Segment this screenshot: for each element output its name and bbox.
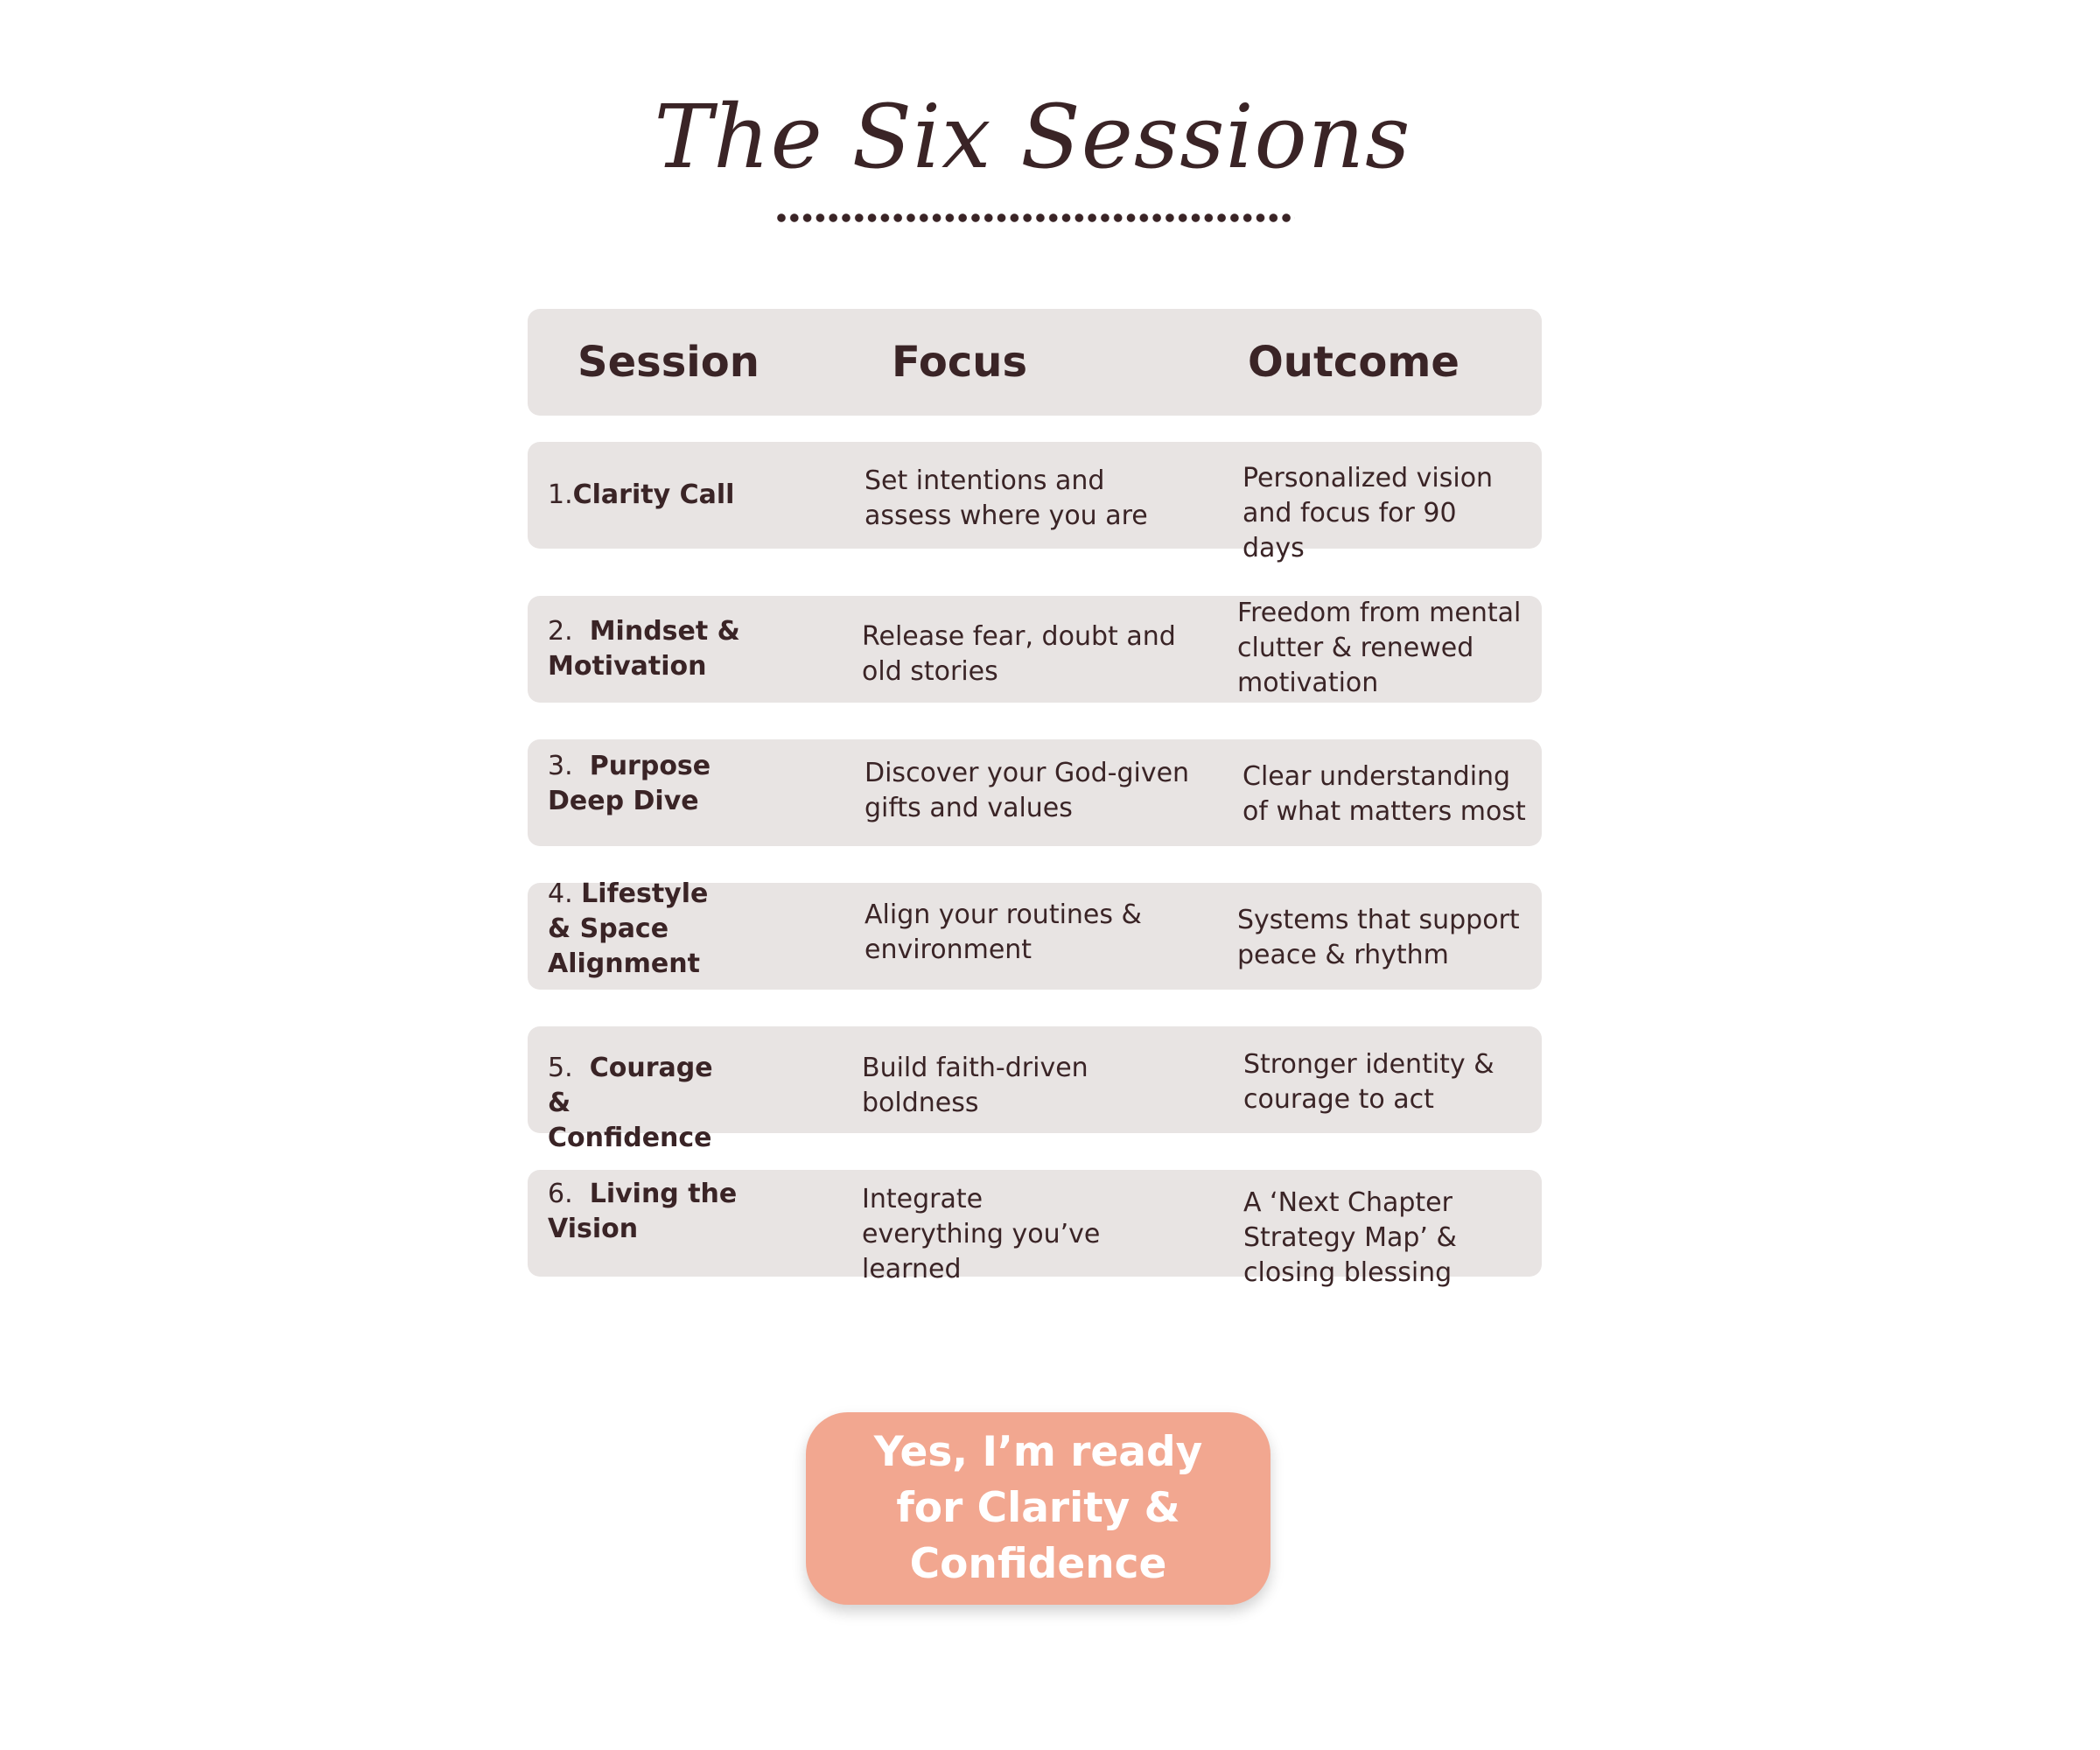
session-cell — [548, 478, 775, 513]
focus-cell: Align your routines & environment — [864, 900, 1142, 965]
outcome-cell: Stronger identity & courage to act — [1243, 1049, 1494, 1115]
table-row — [528, 1026, 1542, 1153]
outcome-cell: A ‘Next Chapter Strategy Map’ & closing blessing — [1243, 1187, 1457, 1288]
outcome-cell: Clear understanding of what matters most — [1242, 761, 1526, 827]
outcome-cell: Freedom from mental clutter & renewed motivation — [1237, 598, 1522, 698]
session-name: Clarity Call — [572, 480, 735, 510]
outcome-cell: Systems that support peace & rhythm — [1237, 905, 1520, 970]
table-row — [528, 739, 1542, 846]
table-header — [528, 309, 1542, 416]
session-number: 3. — [548, 751, 573, 781]
session-cell — [548, 877, 732, 982]
page-title: The Six Sessions — [654, 86, 1411, 188]
table-row — [528, 1170, 1542, 1288]
session-cell — [548, 614, 749, 684]
session-cell — [548, 1051, 740, 1156]
session-number: 5. — [548, 1053, 573, 1083]
session-number: 6. — [548, 1179, 573, 1209]
outcome-cell: Personalized vision and focus for 90 days — [1242, 463, 1494, 564]
cta-button-label: Yes, I’m ready for Clarity & Confidence — [873, 1428, 1203, 1588]
session-name: Courage & Confidence — [548, 1053, 713, 1153]
session-number: 2. — [548, 616, 573, 647]
focus-cell: Integrate everything you’ve learned — [862, 1184, 1101, 1284]
focus-cell: Set intentions and assess where you are — [864, 466, 1148, 531]
dotted-divider — [777, 214, 1295, 222]
focus-cell: Discover your God-given gifts and values — [864, 758, 1190, 823]
session-name: Lifestyle & Space Alignment — [548, 878, 709, 979]
focus-cell: Build faith-driven boldness — [862, 1053, 1088, 1118]
cta-button[interactable] — [806, 1412, 1270, 1605]
header-focus: Focus — [892, 338, 1028, 387]
focus-cell: Release fear, doubt and old stories — [862, 621, 1176, 687]
table-row — [528, 442, 1542, 564]
table-row — [528, 596, 1542, 703]
session-number: 1. — [548, 480, 573, 510]
session-cell — [548, 749, 723, 819]
table-row — [528, 878, 1542, 990]
session-number: 4. — [548, 878, 573, 909]
session-name: Purpose Deep Dive — [548, 751, 711, 816]
header-outcome: Outcome — [1248, 338, 1460, 387]
session-name: Mindset & Motivation — [548, 616, 740, 682]
header-session: Session — [578, 338, 760, 387]
session-name: Living the Vision — [548, 1179, 738, 1244]
session-cell — [548, 1177, 740, 1247]
